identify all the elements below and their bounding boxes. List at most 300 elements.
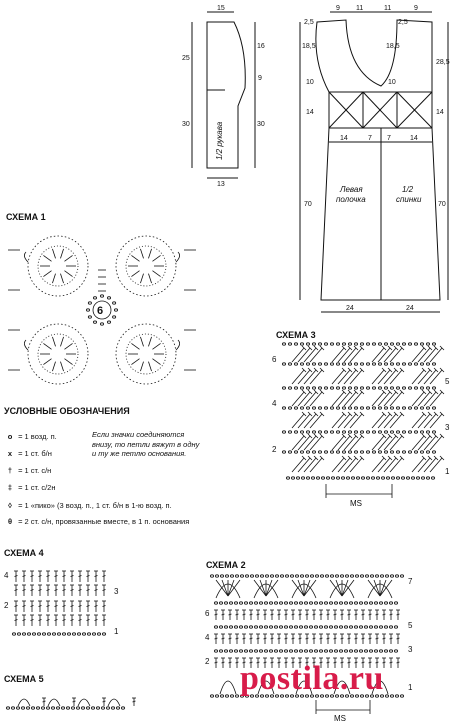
chain-mark xyxy=(394,602,397,604)
stitch-mark xyxy=(298,414,310,428)
chain-mark xyxy=(67,633,70,635)
chain-mark xyxy=(121,707,124,709)
chain-mark xyxy=(11,707,14,709)
stitch-mark xyxy=(31,576,34,577)
stitch-mark xyxy=(418,414,430,428)
stitch-mark xyxy=(412,436,424,450)
chain-mark xyxy=(282,363,285,365)
chain-mark xyxy=(88,316,91,318)
chain-mark xyxy=(342,451,345,453)
chain-mark xyxy=(77,633,80,635)
scheme1-heading: СХЕМА 1 xyxy=(6,212,46,222)
body-dim-w14b: 14 xyxy=(410,135,418,142)
chain-mark xyxy=(61,707,64,709)
motif-spoke xyxy=(60,249,63,259)
motif-spoke xyxy=(43,359,51,365)
chain-mark xyxy=(62,633,65,635)
chain-mark xyxy=(336,451,339,453)
motif-picot xyxy=(176,252,180,262)
chain-mark xyxy=(432,363,435,365)
legend-text: = 2 ст. с/н, провязанные вместе, в 1 п. основания xyxy=(18,517,190,526)
chain-mark xyxy=(408,451,411,453)
chain-mark xyxy=(294,451,297,453)
stitch-mark xyxy=(55,576,58,577)
chain-mark xyxy=(254,602,257,604)
sleeve-dim-l1: 25 xyxy=(182,55,190,62)
chain-mark xyxy=(384,431,387,433)
chain-mark xyxy=(360,431,363,433)
chain-mark xyxy=(113,302,116,304)
chain-mark xyxy=(224,626,227,628)
chain-mark xyxy=(378,431,381,433)
chain-mark xyxy=(86,309,89,311)
chain-mark xyxy=(304,650,307,652)
motif-spoke xyxy=(140,274,143,284)
stitch-mark xyxy=(355,638,358,639)
stitch-mark xyxy=(222,580,228,596)
chain-mark xyxy=(330,387,333,389)
chain-mark xyxy=(414,387,417,389)
stitch-mark xyxy=(372,348,384,362)
body-dim-tl: 2,5 xyxy=(304,19,314,26)
stitch-mark xyxy=(79,576,82,577)
chain-mark xyxy=(324,363,327,365)
chain-mark xyxy=(321,477,324,479)
chain-mark xyxy=(96,707,99,709)
stitch-mark xyxy=(304,580,310,596)
chain-mark xyxy=(285,575,288,577)
chain-mark xyxy=(318,387,321,389)
chain-mark xyxy=(370,575,373,577)
s2-row-5: 5 xyxy=(408,621,413,630)
chain-mark xyxy=(348,387,351,389)
chain-mark xyxy=(384,407,387,409)
stitch-mark xyxy=(39,590,42,591)
chain-mark xyxy=(408,343,411,345)
stitch-mark xyxy=(55,590,58,591)
chain-mark xyxy=(12,633,15,635)
chain-mark xyxy=(284,602,287,604)
stitch-mark xyxy=(362,614,365,615)
chain-mark xyxy=(395,695,398,697)
chain-mark xyxy=(264,650,267,652)
chain-mark xyxy=(342,431,345,433)
stitch-mark xyxy=(39,576,42,577)
stitch-mark xyxy=(362,638,365,639)
chain-mark xyxy=(372,407,375,409)
body-pattern xyxy=(300,12,448,312)
chain-mark xyxy=(391,477,394,479)
chain-mark xyxy=(17,633,20,635)
motif-spoke xyxy=(152,255,160,261)
chain-mark xyxy=(229,602,232,604)
stitch-mark xyxy=(334,614,337,615)
chain-mark xyxy=(329,602,332,604)
chain-mark xyxy=(219,650,222,652)
stitch-mark xyxy=(87,590,90,591)
s2-row-1: 1 xyxy=(408,683,413,692)
stitch-mark xyxy=(39,606,42,607)
chain-mark xyxy=(330,343,333,345)
stitch-mark xyxy=(313,638,316,639)
chain-mark xyxy=(414,451,417,453)
chain-mark xyxy=(26,707,29,709)
stitch-mark xyxy=(15,590,18,591)
chain-mark xyxy=(294,387,297,389)
fan-mark xyxy=(220,681,236,694)
chain-mark xyxy=(348,363,351,365)
stitch-mark xyxy=(236,638,239,639)
stitch-mark xyxy=(95,606,98,607)
chain-mark xyxy=(275,575,278,577)
chain-mark xyxy=(426,387,429,389)
chain-mark xyxy=(414,343,417,345)
chain-mark xyxy=(374,650,377,652)
scheme4-heading: СХЕМА 4 xyxy=(4,548,44,558)
stitch-mark xyxy=(378,348,390,362)
chain-mark xyxy=(16,707,19,709)
legend-item-dc xyxy=(4,466,51,476)
chain-mark xyxy=(384,343,387,345)
chain-mark xyxy=(354,650,357,652)
chain-mark xyxy=(348,451,351,453)
stitch-mark xyxy=(332,458,344,472)
chain-mark xyxy=(314,626,317,628)
chain-mark xyxy=(102,633,105,635)
chain-mark xyxy=(230,695,233,697)
chain-mark xyxy=(371,477,374,479)
stitch-mark xyxy=(23,576,26,577)
chain-mark xyxy=(250,575,253,577)
stitch-mark xyxy=(332,436,344,450)
chain-mark xyxy=(390,451,393,453)
stitch-mark xyxy=(271,638,274,639)
chain-mark xyxy=(366,477,369,479)
scheme5-heading: СХЕМА 5 xyxy=(4,674,44,684)
chain-mark xyxy=(396,451,399,453)
s2-row-6: 6 xyxy=(205,609,210,618)
picot-icon: ◊ xyxy=(8,501,12,510)
chain-mark xyxy=(312,363,315,365)
chain-mark xyxy=(432,387,435,389)
chain-mark xyxy=(106,707,109,709)
stitch-mark xyxy=(95,576,98,577)
chain-mark xyxy=(318,363,321,365)
chain-mark xyxy=(379,650,382,652)
chain-mark xyxy=(259,650,262,652)
motif-spoke xyxy=(43,343,51,349)
chain-mark xyxy=(93,321,96,323)
s4-row-4: 4 xyxy=(4,571,9,580)
stitch-mark xyxy=(418,370,430,384)
chain-mark xyxy=(360,451,363,453)
stitch-mark xyxy=(215,614,218,615)
chain-mark xyxy=(346,477,349,479)
chain-mark xyxy=(299,650,302,652)
chain-mark xyxy=(336,431,339,433)
stitch-mark xyxy=(236,614,239,615)
s3-row-6: 6 xyxy=(272,355,277,364)
body-dim-w7b: 7 xyxy=(387,135,391,142)
stitch-mark xyxy=(299,638,302,639)
stitch-mark xyxy=(63,590,66,591)
stitch-mark xyxy=(39,620,42,621)
chain-mark xyxy=(113,316,116,318)
chain-mark xyxy=(420,387,423,389)
chain-mark xyxy=(286,477,289,479)
chain-mark xyxy=(402,363,405,365)
motif-spoke xyxy=(64,359,72,365)
stitch-mark xyxy=(369,614,372,615)
stitch-mark xyxy=(95,620,98,621)
s2-ms-label: MS xyxy=(334,714,346,723)
chain-mark xyxy=(356,477,359,479)
stitch-mark xyxy=(298,392,310,406)
body-dim-b24a: 24 xyxy=(346,305,354,312)
chain-mark xyxy=(300,387,303,389)
chain-mark xyxy=(294,602,297,604)
chain-mark xyxy=(336,363,339,365)
chain-mark xyxy=(359,626,362,628)
chain-mark xyxy=(235,575,238,577)
chain-mark xyxy=(249,602,252,604)
stitch-mark xyxy=(264,614,267,615)
chain-mark xyxy=(384,363,387,365)
chain-mark xyxy=(274,602,277,604)
stitch-mark xyxy=(338,392,350,406)
chain-mark xyxy=(289,602,292,604)
chain-mark xyxy=(431,477,434,479)
chain-mark xyxy=(319,626,322,628)
stitch-mark xyxy=(327,614,330,615)
stitch-mark xyxy=(278,638,281,639)
chain-mark xyxy=(389,626,392,628)
stitch-mark xyxy=(229,614,232,615)
stitch-mark xyxy=(298,580,304,596)
stitch-mark xyxy=(55,606,58,607)
legend-heading: УСЛОВНЫЕ ОБОЗНАЧЕНИЯ xyxy=(4,406,130,416)
motif-picot xyxy=(24,340,28,350)
s2-ms-bracket xyxy=(316,700,370,714)
chain-mark xyxy=(379,626,382,628)
chain-mark xyxy=(361,477,364,479)
stitch-mark xyxy=(338,458,350,472)
s4-row-2: 2 xyxy=(4,601,9,610)
chain-mark xyxy=(432,343,435,345)
chain-mark xyxy=(426,407,429,409)
legend-text: = 1 ст. б/н xyxy=(18,449,52,458)
chain-mark xyxy=(396,407,399,409)
stitch-mark xyxy=(31,620,34,621)
chain-mark xyxy=(284,626,287,628)
legend-item-sc xyxy=(4,449,52,459)
chain-mark xyxy=(384,650,387,652)
motif-spoke xyxy=(131,255,139,261)
chain-mark xyxy=(334,650,337,652)
chain-mark xyxy=(306,343,309,345)
chain-mark xyxy=(299,602,302,604)
stitch-mark xyxy=(338,370,350,384)
chain-mark xyxy=(274,626,277,628)
chain-mark xyxy=(52,633,55,635)
chain-mark xyxy=(22,633,25,635)
stitch-mark xyxy=(334,638,337,639)
chain-mark xyxy=(300,407,303,409)
chain-mark xyxy=(255,575,258,577)
chain-mark xyxy=(402,343,405,345)
chain-mark xyxy=(306,407,309,409)
chain-mark xyxy=(381,477,384,479)
stitch-mark xyxy=(243,638,246,639)
chain-mark xyxy=(244,650,247,652)
chain-mark xyxy=(364,602,367,604)
stitch-mark xyxy=(23,590,26,591)
stitch-mark xyxy=(338,348,350,362)
chain-mark xyxy=(359,650,362,652)
chain-mark xyxy=(316,477,319,479)
chain-mark xyxy=(249,626,252,628)
chain-mark xyxy=(306,477,309,479)
chain-mark xyxy=(279,650,282,652)
chain-mark xyxy=(280,575,283,577)
chain-mark xyxy=(324,602,327,604)
stitch-mark xyxy=(55,620,58,621)
stitch-mark xyxy=(264,638,267,639)
chain-mark xyxy=(56,707,59,709)
chain-mark xyxy=(100,323,103,325)
body-dim-r70: 70 xyxy=(438,201,446,208)
stitch-mark xyxy=(355,614,358,615)
stitch-mark xyxy=(222,638,225,639)
stitch-mark xyxy=(47,620,50,621)
chain-mark xyxy=(402,431,405,433)
chain-mark xyxy=(81,707,84,709)
chain-mark xyxy=(396,363,399,365)
stitch-mark xyxy=(87,620,90,621)
arch-mark xyxy=(108,699,120,706)
stitch-mark xyxy=(63,576,66,577)
chain-mark xyxy=(406,477,409,479)
chain-mark xyxy=(330,451,333,453)
stitch-mark xyxy=(418,458,430,472)
body-dim-t4: 9 xyxy=(414,5,418,12)
chain-mark xyxy=(432,407,435,409)
chain-mark xyxy=(336,477,339,479)
chain-mark xyxy=(384,626,387,628)
body-dim-l70: 70 xyxy=(304,201,312,208)
chain-mark xyxy=(314,650,317,652)
chain-mark xyxy=(330,431,333,433)
watermark-logo: postila.ru xyxy=(240,660,384,697)
arch-mark xyxy=(48,699,60,706)
chain-mark xyxy=(336,387,339,389)
chain-mark xyxy=(395,575,398,577)
stitch-mark xyxy=(418,436,430,450)
chain-mark xyxy=(249,650,252,652)
chain-mark xyxy=(27,633,30,635)
chain-mark xyxy=(320,575,323,577)
chain-mark xyxy=(300,363,303,365)
chain-mark xyxy=(324,387,327,389)
body-dim-t3: 11 xyxy=(384,5,392,12)
stitch-mark xyxy=(266,580,272,596)
chain-mark xyxy=(414,363,417,365)
s2-row-3: 3 xyxy=(408,645,413,654)
motif-spoke xyxy=(152,271,160,277)
motif-spoke xyxy=(60,274,63,284)
stitch-mark xyxy=(306,638,309,639)
chain-mark xyxy=(279,626,282,628)
chain-mark xyxy=(289,650,292,652)
chain-mark xyxy=(365,575,368,577)
stitch-mark xyxy=(23,620,26,621)
chain-mark xyxy=(329,650,332,652)
sleeve-label: 1/2 рукава xyxy=(215,121,224,160)
chain-mark xyxy=(101,707,104,709)
chain-mark xyxy=(421,477,424,479)
body-dim-w14a: 14 xyxy=(340,135,348,142)
chain-mark xyxy=(107,321,110,323)
s3-row-5: 5 xyxy=(445,377,450,386)
stitch-mark xyxy=(332,348,344,362)
chain-mark xyxy=(360,387,363,389)
motif-spoke xyxy=(140,337,143,347)
body-dim-r285: 28,5 xyxy=(436,59,450,66)
s3-row-1: 1 xyxy=(445,467,450,476)
arch-mark xyxy=(18,699,30,706)
chain-mark xyxy=(342,343,345,345)
chain-mark xyxy=(309,650,312,652)
motif-spoke xyxy=(152,343,160,349)
chain-mark xyxy=(369,626,372,628)
chain-mark xyxy=(269,626,272,628)
chain-mark xyxy=(339,626,342,628)
stitch-mark xyxy=(298,370,310,384)
stitch-mark xyxy=(412,392,424,406)
stitch-mark xyxy=(390,662,393,663)
chain-mark xyxy=(319,602,322,604)
chain-mark xyxy=(355,575,358,577)
chain-mark xyxy=(97,633,100,635)
stitch-mark xyxy=(320,614,323,615)
chain-mark xyxy=(390,363,393,365)
chain-mark xyxy=(396,431,399,433)
stitch-mark xyxy=(374,580,380,596)
chain-mark xyxy=(57,633,60,635)
chain-mark xyxy=(269,602,272,604)
s3-row-4: 4 xyxy=(272,399,277,408)
motif-spoke xyxy=(64,271,72,277)
chain-mark xyxy=(408,387,411,389)
sleeve-dim-r2: 9 xyxy=(258,75,262,82)
chain-mark xyxy=(380,575,383,577)
stitch-mark xyxy=(369,638,372,639)
chain-mark xyxy=(229,626,232,628)
legend-item-tr xyxy=(4,483,55,493)
chain-mark xyxy=(300,451,303,453)
motif-spoke xyxy=(148,362,151,372)
chain-mark xyxy=(291,477,294,479)
stitch-mark xyxy=(222,662,225,663)
chain-mark xyxy=(288,363,291,365)
chain-mark xyxy=(416,477,419,479)
chain-mark xyxy=(76,707,79,709)
motif-spoke xyxy=(43,255,51,261)
legend-item-dc2tog xyxy=(4,517,204,527)
chain-mark xyxy=(360,343,363,345)
chain-mark xyxy=(342,407,345,409)
chain-mark xyxy=(366,407,369,409)
